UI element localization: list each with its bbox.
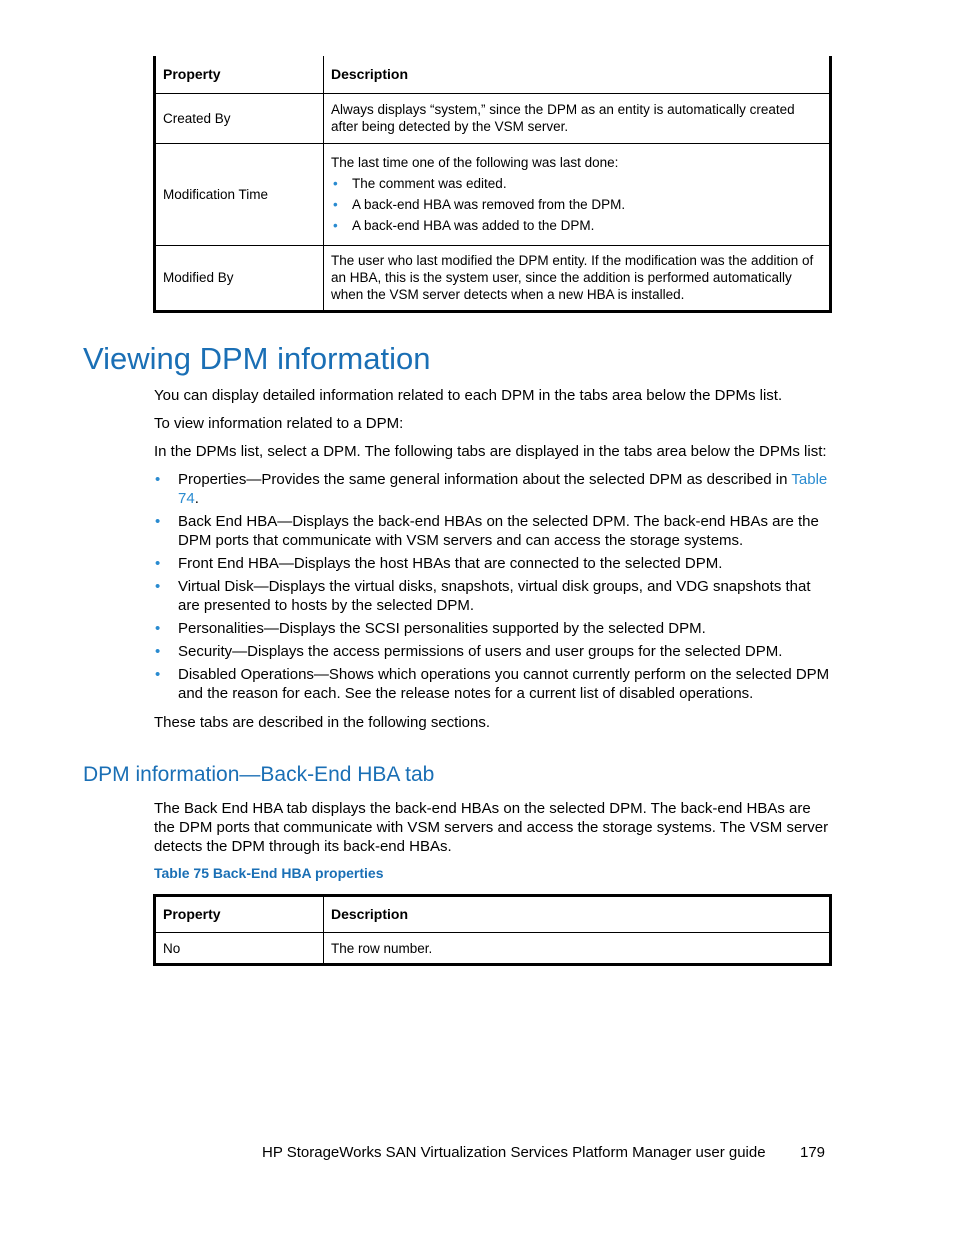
list-item: • Personalities—Displays the SCSI personalities supported by the selected DPM. [155, 620, 706, 637]
table-row [155, 143, 831, 245]
list-item: • Disabled Operations—Shows which operations you cannot currently perform on the selected DPM and the reason for each. See the release notes for a current list of disabled operations. [155, 666, 830, 702]
table-header-row [155, 896, 831, 933]
table-74-link[interactable]: Table 74 [178, 471, 828, 507]
properties-table-continued [153, 56, 832, 313]
paragraph: You can display detailed information related to each DPM in the tabs area below the DPMs list. [154, 387, 783, 404]
list-item: • Properties—Provides the same general information about the selected DPM as described in Table 74. [155, 471, 828, 507]
header-description: Description [324, 896, 831, 933]
paragraph: In the DPMs list, select a DPM. The following tabs are displayed in the tabs area below the DPMs list: [154, 443, 827, 460]
back-end-hba-properties-table [153, 894, 832, 966]
tabs-bullet-list [154, 470, 830, 703]
header-description: Description [324, 56, 831, 93]
bullet-icon: • [155, 513, 161, 530]
table-caption: Table 75 Back-End HBA properties [154, 865, 384, 881]
header-property: Property [155, 56, 324, 93]
list-item: • A back-end HBA was added to the DPM. [333, 218, 595, 233]
paragraph: The Back End HBA tab displays the back-end HBAs on the selected DPM. The back-end HBAs are the DPM ports that communicate with VSM servers and access the storage systems. The VSM server detects the DPM through its back-end HBAs. [154, 800, 829, 855]
footer-title: HP StorageWorks SAN Virtualization Services Platform Manager user guide [262, 1144, 766, 1161]
table-header-row [155, 56, 831, 93]
subsection-heading: DPM information—Back-End HBA tab [83, 763, 435, 786]
cell-description [324, 143, 831, 245]
list-item: • Security—Displays the access permissions of users and user groups for the selected DPM. [155, 643, 783, 660]
cell-description: The user who last modified the DPM entity. If the modification was the addition of an HBA, this is the system user, since the addition is performed automatically when the VSM server detects when a new HBA is installed. [324, 245, 831, 311]
page-number: 179 [800, 1144, 826, 1161]
paragraph: These tabs are described in the following sections. [154, 714, 491, 731]
table-row [155, 245, 831, 311]
bullet-icon: • [333, 197, 338, 212]
cell-description: The row number. [324, 933, 831, 965]
bullet-icon: • [155, 578, 161, 595]
bullet-icon: • [155, 666, 161, 683]
table-row [155, 93, 831, 143]
cell-property: Modification Time [155, 143, 324, 245]
cell-intro: The last time one of the following was last done: [331, 155, 619, 170]
cell-property: Modified By [155, 245, 324, 311]
bullet-icon: • [333, 218, 338, 233]
cell-property: Created By [155, 93, 324, 143]
cell-bullet-list [331, 175, 822, 234]
cell-description: Always displays “system,” since the DPM as an entity is automatically created after being detected by the VSM server. [324, 93, 831, 143]
section-heading: Viewing DPM information [83, 341, 431, 376]
cell-property: No [155, 933, 324, 965]
list-item: • Back End HBA—Displays the back-end HBAs on the selected DPM. The back-end HBAs are the DPM ports that communicate with VSM servers and can access the storage systems. [155, 513, 819, 549]
bullet-icon: • [333, 176, 338, 191]
bullet-icon: • [155, 620, 161, 637]
list-item: • A back-end HBA was removed from the DPM. [333, 197, 626, 212]
list-item: • Front End HBA—Displays the host HBAs that are connected to the selected DPM. [155, 555, 723, 572]
bullet-icon: • [155, 471, 161, 488]
paragraph: To view information related to a DPM: [154, 415, 404, 432]
list-item: • Virtual Disk—Displays the virtual disks, snapshots, virtual disk groups, and VDG snapshots that are presented to hosts by the selected DPM. [155, 578, 811, 614]
header-property: Property [155, 896, 324, 933]
table-row [155, 933, 831, 965]
bullet-icon: • [155, 643, 161, 660]
bullet-icon: • [155, 555, 161, 572]
list-item: • The comment was edited. [333, 176, 507, 191]
